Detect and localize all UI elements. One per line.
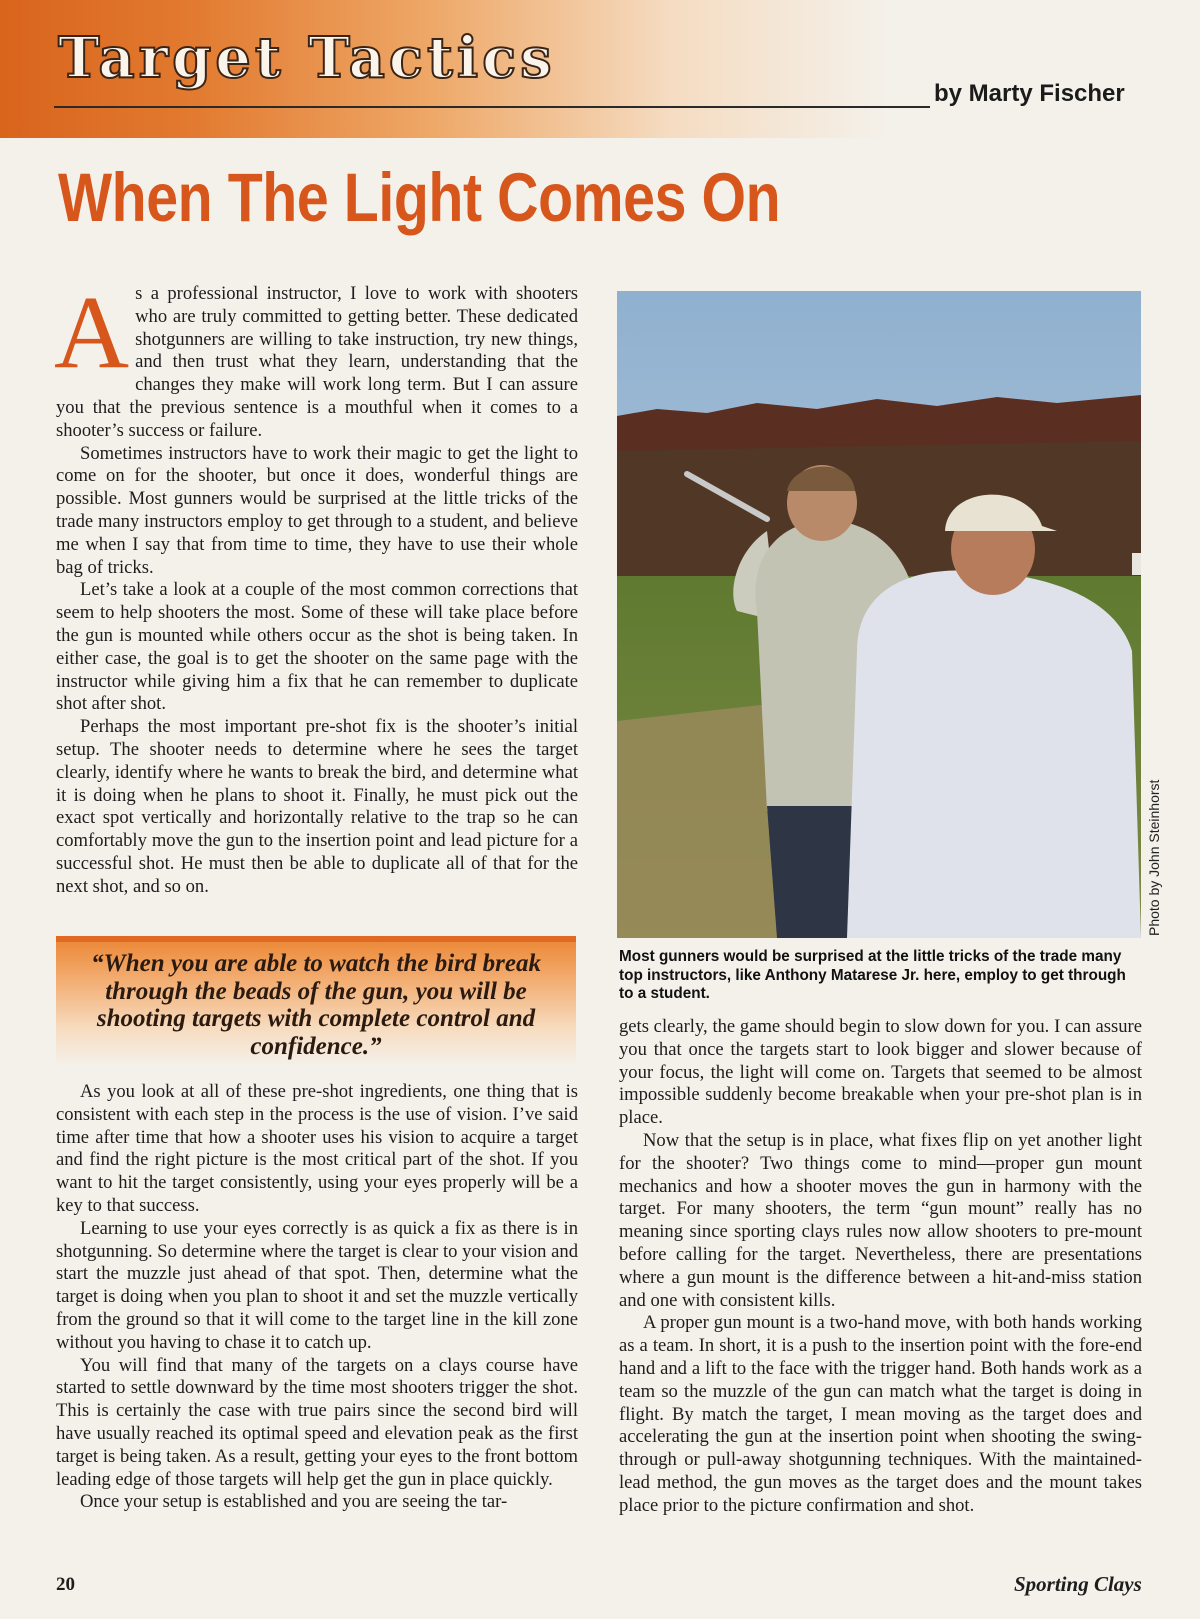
paragraph-10: Now that the setup is in place, what fixes flip on yet another light for the shooter? Two things come to mind—proper gun mount mechanics and how a shooter moves the gun in harmony with the target. For many shooters, the term “gun mount” really has no meaning since sporting clays rules now allow shooters to pre-mount before calling for the target. Nevertheless, there are presentations where a gun mount is the difference between a hit-and-miss station and one with consistent kills. bbox=[619, 1129, 1142, 1311]
pull-quote: “When you are able to watch the bird break through the beads of the gun, you will be shooting targets with complete control and confidence.” bbox=[90, 950, 541, 1060]
paragraph-2: Sometimes instructors have to work their magic to get the light to come on for the shooter, but once it does, wonderful things are possible. Most gunners would be surprised at the little tricks of the trade many instructors employ to get through to a student, and believe me when I say that from time to time, they have to use their whole bag of tricks. bbox=[56, 442, 578, 578]
paragraph-3: Let’s take a look at a couple of the most common corrections that seem to help shooters the most. Some of these will take place before the gun is mounted while others occur as the shot is being taken. In either case, the goal is to get the shooter on the same page with the instructor while giving him a fix that he can remember to duplicate shot after shot. bbox=[56, 579, 578, 715]
paragraph-8: Once your setup is established and you are seeing the tar- bbox=[80, 1491, 508, 1513]
left-column-top bbox=[54, 275, 578, 899]
drop-cap: A bbox=[54, 275, 130, 390]
page-number: 20 bbox=[56, 1574, 75, 1595]
paragraph-5: As you look at all of these pre-shot ingredients, one thing that is consistent with each step in the process is the use of vision. I’ve said time after time that how a shooter uses his vision to acquire a target and find the right picture is the most critical part of the shot. If you want to hit the target consistently, using your eyes properly will be a key to that success. bbox=[56, 1081, 578, 1216]
paragraph-11: A proper gun mount is a two-hand move, with both hands working as a team. In short, it is a push to the insertion point with the fore-end hand and a lift to the face with the trigger hand. Both hands work as a team so the muzzle of the gun can match what the target is doing in flight. By match the target, I mean moving as the target does and accelerating the gun at the insertion point when shooting the swing-through or pull-away shotgunning techniques. With the maintained-lead method, the gun moves as the target does and the mount takes place prior to the picture confirmation and shot. bbox=[619, 1312, 1142, 1516]
header-rule bbox=[54, 106, 930, 108]
left-column-bottom bbox=[56, 1081, 578, 1514]
paragraph-1: As a professional instructor, I love to work with shooters who are truly committed to getting better. These dedicated shotgunners are willing to take instruction, try new things, and then trust what they learn, understanding that the changes they make will work long term. But I can assure you that the previous sentence is a mouthful when it comes to a shooter’s success or failure. bbox=[54, 275, 578, 441]
photo-credit: Photo by John Steinhorst bbox=[1146, 779, 1162, 936]
paragraph-9: gets clearly, the game should begin to slow down for you. I can assure you that once the targets start to look bigger and slower because of your focus, the light will come on. Targets that seemed to be almost impossible suddenly become breakable when your pre-shot plan is in place. bbox=[619, 1016, 1142, 1129]
article-photo bbox=[617, 291, 1141, 938]
pull-quote-box bbox=[56, 936, 576, 1066]
article-headline: When The Light Comes On bbox=[58, 159, 781, 236]
paragraph-4: Perhaps the most important pre-shot fix is the shooter’s initial setup. The shooter needs to determine where he sees the target clearly, identify where he wants to break the bird, and determine what it is doing when he plans to shoot it. Finally, he must pick out the exact spot vertically and horizontally relative to the trap so he can comfortably move the gun to the insertion point and lead picture for a successful shot. He must then be able to duplicate all of that for the next shot, and so on. bbox=[56, 716, 578, 897]
section-title: Target Tactics bbox=[58, 25, 556, 91]
byline: by Marty Fischer bbox=[934, 80, 1125, 107]
paragraph-6: Learning to use your eyes correctly is as quick a fix as there is in shotgunning. So determine where the target is clear to your vision and start the muzzle just ahead of that spot. Then, determine what the target is doing when you plan to shoot it and set the muzzle vertically from the ground so that it will come to the target line in the kill zone without you having to chase it to catch up. bbox=[56, 1217, 578, 1353]
photo-illustration bbox=[617, 291, 1141, 938]
right-column bbox=[619, 1016, 1142, 1518]
photo-caption: Most gunners would be surprised at the little tricks of the trade many top instructors, like Anthony Matarese Jr. here, employ to get through to a student. bbox=[619, 948, 1126, 1003]
paragraph-7: You will find that many of the targets on a clays course have started to settle downward by the time most shooters trigger the shot. This is certainly the case with true pairs since the second bird will have usually reached its optimal speed and elevation peak as the first target is being taken. As a result, getting your eyes to the front bottom leading edge of those targets will help get the gun in place quickly. bbox=[56, 1354, 578, 1490]
magazine-name: Sporting Clays bbox=[1014, 1572, 1142, 1596]
